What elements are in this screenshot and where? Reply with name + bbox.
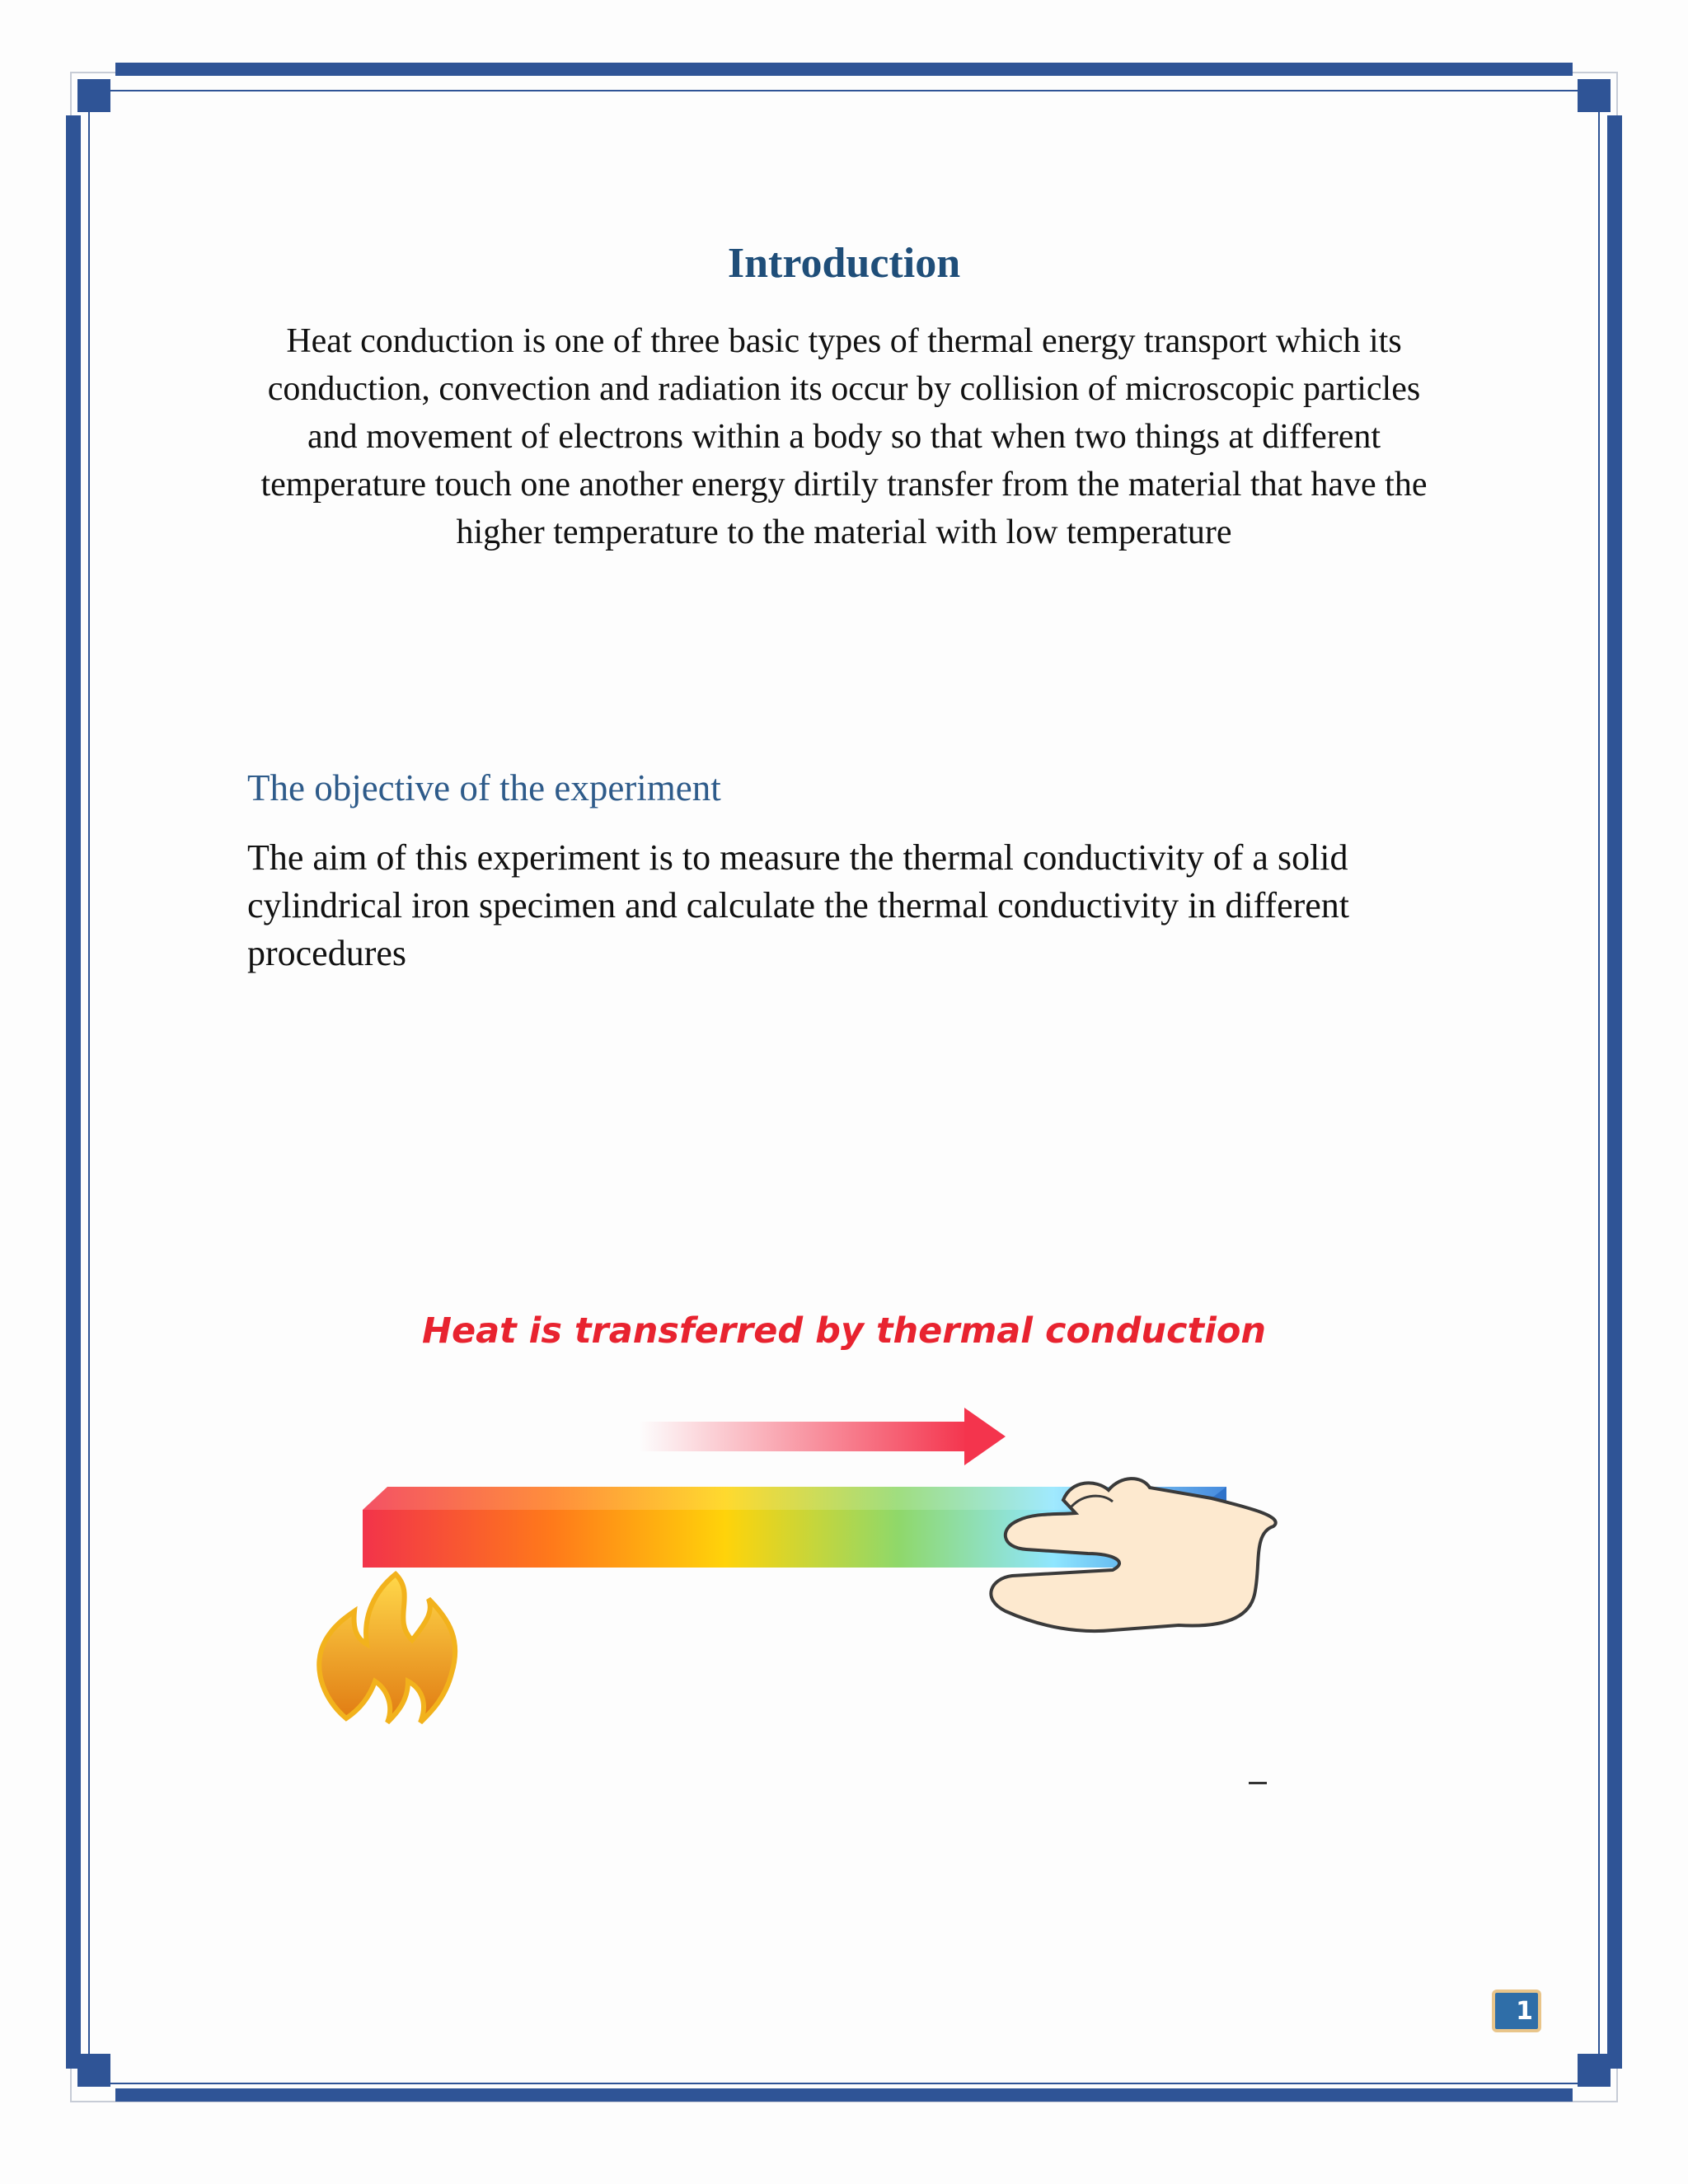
arrow-right-icon: [639, 1408, 1006, 1465]
page-title: Introduction: [727, 240, 961, 287]
figure-caption: Heat is transferred by thermal conduction: [421, 1310, 1266, 1352]
heat-conduction-figure: [0, 1360, 1688, 1821]
objective-paragraph: The aim of this experiment is to measure the thermal conductivity of a solid cylindrical iron specimen and calculate the thermal conductivity in different procedures: [247, 837, 1350, 973]
intro-paragraph: Heat conduction is one of three basic types of thermal energy transport which its conduction, convection and radiation its occur by collision of microscopic particles and movement of electrons within a body so that when two things at different temperature touch one another energy dirtily transfer from the material that have the higher temperature to the material with low temperature: [260, 322, 1428, 551]
flame-icon: [319, 1574, 455, 1722]
page-number-badge: 1: [1492, 1990, 1541, 2032]
objective-heading: The objective of the experiment: [247, 767, 721, 808]
